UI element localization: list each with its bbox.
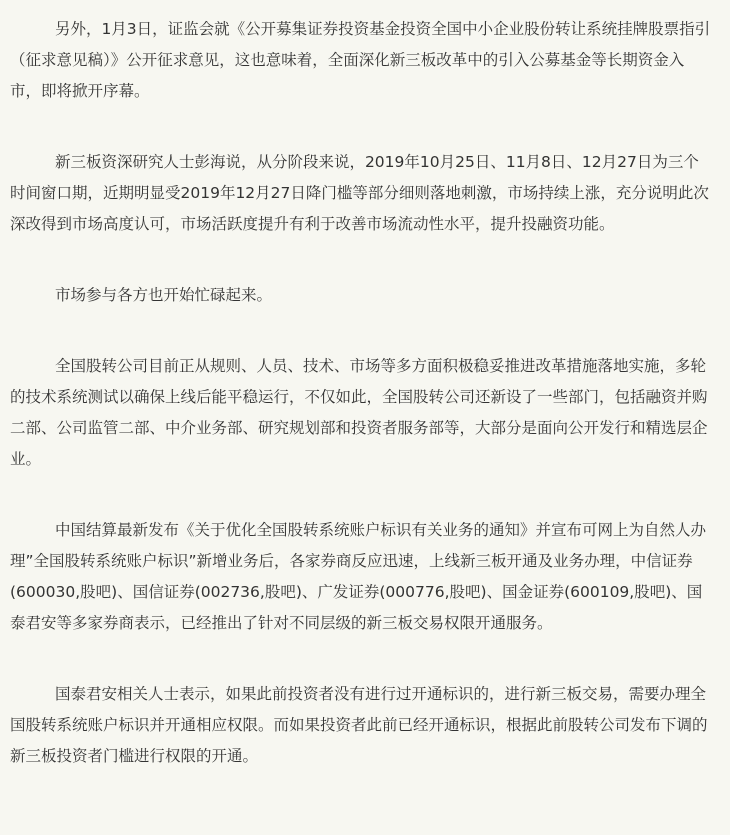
paragraph-csrc-guideline: 另外，1月3日，证监会就《公开募集证券投资基金投资全国中小企业股份转让系统挂牌股票指引（征求意见稿）》公开征求意见，这也意味着，全面深化新三板改革中的引入公募基金等长期资金入市，即将掀开序幕。	[10, 20, 711, 100]
paragraph-neeq-company: 全国股转公司目前正从规则、人员、技术、市场等多方面积极稳妥推进改革措施落地实施，多轮的技术系统测试以确保上线后能平稳运行，不仅如此，全国股转公司还新设了一些部门，包括融资并购二部、公司监管二部、中介业务部、研究规划部和投资者服务部等，大部分是面向公开发行和精选层企业。	[10, 357, 708, 468]
paragraph-csdc-notice: 中国结算最新发布《关于优化全国股转系统账户标识有关业务的通知》并宣布可网上为自然人办理”全国股转系统账户标识”新增业务后，各家券商反应迅速，上线新三板开通及业务办理，中信证券(600030,股吧)、国信证券(002736,股吧)、广发证券(000776,股吧)、国金证券(600109,股吧)、国泰君安等多家券商表示，已经推出了针对不同层级的新三板交易权限开通服务。	[10, 521, 706, 632]
paragraph-gtja-comment: 国泰君安相关人士表示，如果此前投资者没有进行过开通标识的，进行新三板交易，需要办理全国股转系统账户标识并开通相应权限。而如果投资者此前已经开通标识，根据此前股转公司发布下调的新三板投资者门槛进行权限的开通。	[10, 685, 708, 765]
paragraph-analyst-comment: 新三板资深研究人士彭海说，从分阶段来说，2019年10月25日、11月8日、12月27日为三个时间窗口期，近期明显受2019年12月27日降门槛等部分细则落地刺激，市场持续上涨，充分说明此次深改得到市场高度认可，市场活跃度提升有利于改善市场流动性水平，提升投融资功能。	[10, 153, 709, 233]
paragraph-market-participants: 市场参与各方也开始忙碌起来。	[54, 286, 272, 304]
